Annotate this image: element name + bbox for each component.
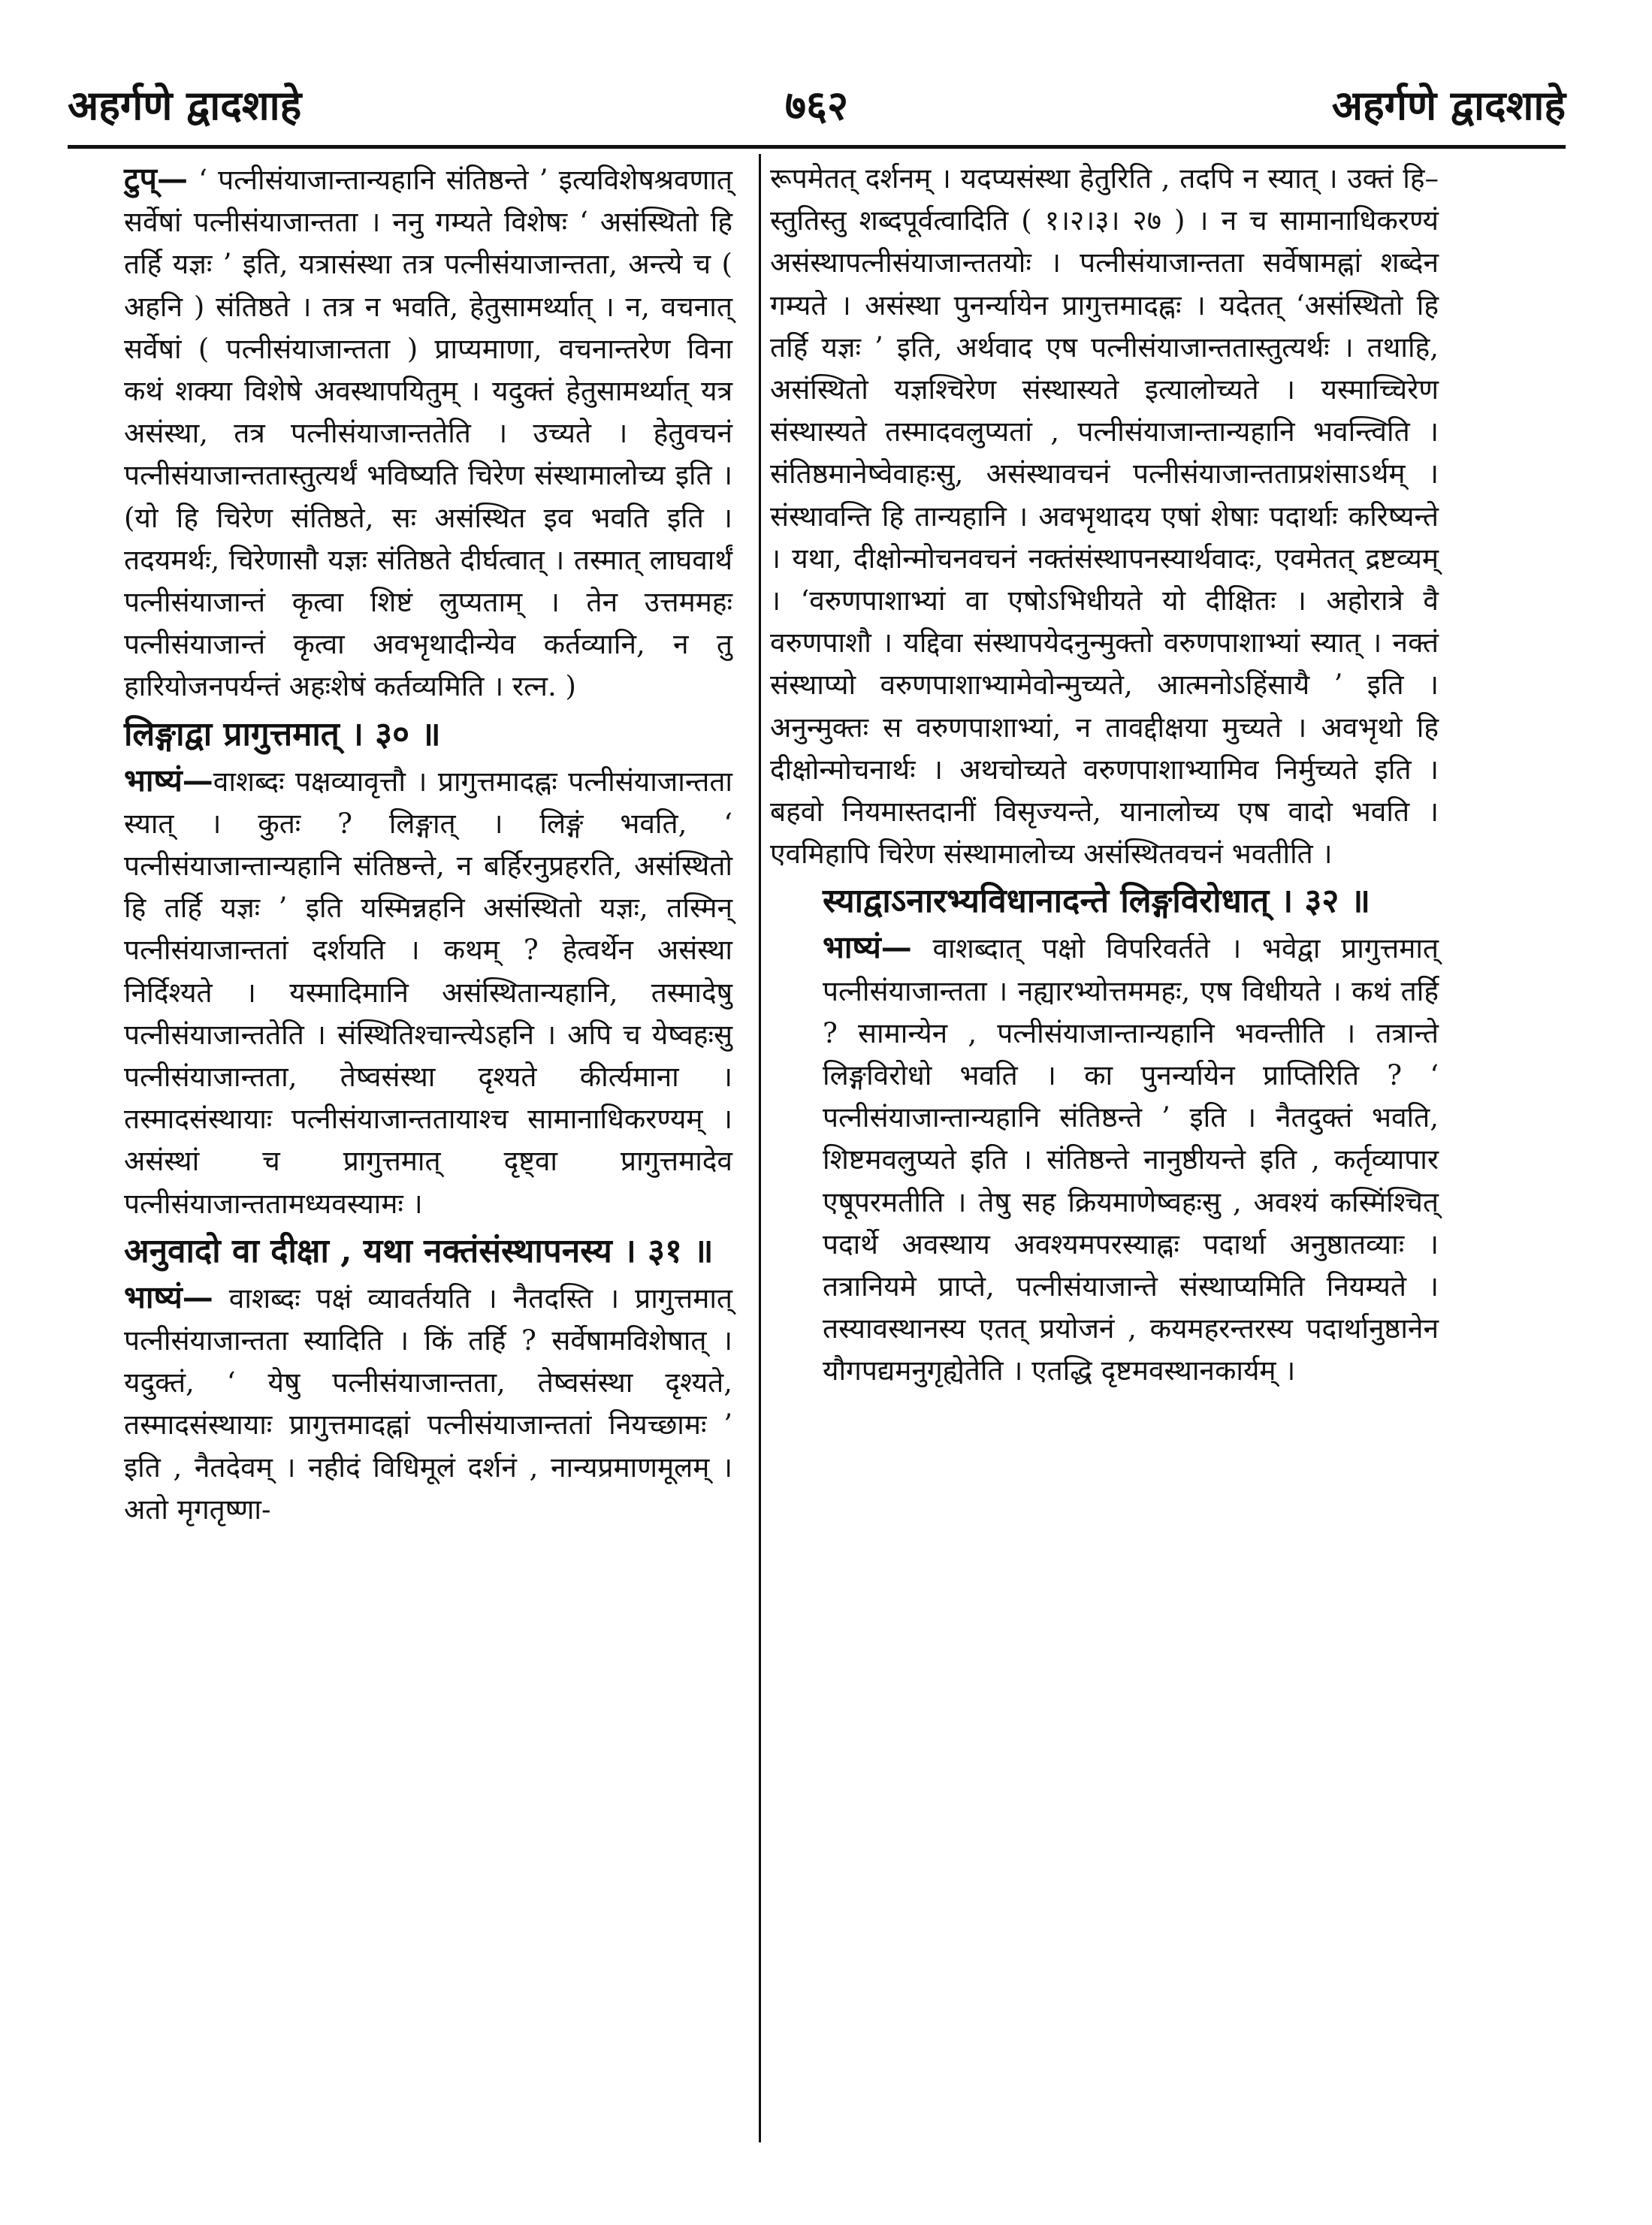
running-header xyxy=(68,75,1566,143)
sutra-32: स्याद्वाऽनारभ्यविधानादन्ते लिङ्गविरोधात् । ३२ ॥ xyxy=(823,882,1370,921)
sutra-30: लिङ्गाद्वा प्रागुत्तमात् । ३० ॥ xyxy=(124,714,441,753)
sutra-31: अनुवादो वा दीक्षा , यथा नक्तंसंस्थापनस्य । ३१ ॥ xyxy=(124,1231,714,1270)
header-left-title: अहर्गणे द्वादशाहे xyxy=(68,81,302,129)
bhashya-32 xyxy=(770,926,1439,1392)
bhashya-label: भाष्यं— xyxy=(823,929,912,966)
commentary-paragraph xyxy=(71,158,732,708)
bhashya-30 xyxy=(71,759,732,1225)
bhashya-31 xyxy=(71,1276,732,1531)
left-column xyxy=(71,158,732,1531)
header-rule xyxy=(68,145,1566,149)
commentary-label: टुप्— xyxy=(124,161,188,197)
bhashya-text: वाशब्दः पक्षव्यावृत्तौ । प्रागुत्तमादह्नः पत्नीसंयाजान्तता स्यात् । कुतः ? लिङ्गात् । लिङ्गं भवति, ‘ पत्नीसंयाजान्तान्यहानि संतिष्ठन्ते, न बर्हिरनुप्रहरति, असंस्थितो हि तर्हि यज्ञः ’ इति यस्मिन्नहनि असंस्थितो यज्ञः, तस्मिन् पत्नीसंयाजान्ततां दर्शयति । कथम् ? हेत्वर्थेन असंस्था निर्दिश्यते । यस्मादिमानि असंस्थितान्यहानि, तस्मादेषु पत्नीसंयाजान्ततेति । संस्थितिश्चान्त्येऽहनि । अपि च येष्वहःसु पत्नीसंयाजान्तता, तेष्वसंस्था दृश्यते कीर्त्यमाना । तस्मादसंस्थायाः पत्नीसंयाजान्ततायाश्च सामानाधिकरण्यम् । असंस्थां च प्रागुत्तमात् दृष्ट्वा प्रागुत्तमादेव पत्नीसंयाजान्ततामध्यवस्यामः । xyxy=(124,765,733,1220)
bhashya-text: वाशब्दः पक्षं व्यावर्तयति । नैतदस्ति । प्रागुत्तमात् पत्नीसंयाजान्तता स्यादिति । किं तर्हि ? सर्वेषामविशेषात् । यदुक्तं, ‘ येषु पत्नीसंयाजान्तता, तेष्वसंस्था दृश्यते, तस्मादसंस्थायाः प्रागुत्तमादह्नां पत्नीसंयाजान्ततां नियच्छामः ’ इति , नैतदेवम् । नहीदं विधिमूलं दर्शनं , नान्यप्रमाणमूलम् । अतो मृगतृष्णा- xyxy=(124,1282,732,1526)
column-divider xyxy=(759,154,761,2142)
continued-paragraph: रूपमेतत् दर्शनम् । यदप्यसंस्था हेतुरिति , तदपि न स्यात् । उक्तं हि–स्तुतिस्तु शब्दपूर्वत्वादिति ( १।२।३। २७ ) । न च सामानाधिकरण्यं असंस्थापत्नीसंयाजान्ततयोः । पत्नीसंयाजान्तता सर्वेषामह्नां शब्देन गम्यते । असंस्था पुनर्न्यायेन प्रागुत्तमादह्नः । यदेतत् ‘असंस्थितो हि तर्हि यज्ञः ’ इति, अर्थवाद एष पत्नीसंयाजान्ततास्तुत्यर्थः । तथाहि, असंस्थितो यज्ञश्चिरेण संस्थास्यते इत्यालोच्यते । यस्माच्चिरेण संस्थास्यते तस्मादवलुप्यतां , पत्नीसंयाजान्तान्यहानि भवन्त्विति । संतिष्ठमानेष्वेवाहःसु, असंस्थावचनं पत्नीसंयाजान्तताप्रशंसाऽर्थम् । संस्थावन्ति हि तान्यहानि । अवभृथादय एषां शेषाः पदार्थाः करिष्यन्ते । यथा, दीक्षोन्मोचनवचनं नक्तंसंस्थापनस्यार्थवादः, एवमेतत् द्रष्टव्यम् । ‘वरुणपाशाभ्यां वा एषोऽभिधीयते यो दीक्षितः । अहोरात्रे वै वरुणपाशौ । यद्दिवा संस्थापयेदनुन्मुक्तो वरुणपाशाभ्यां स्यात् । नक्तं संस्थाप्यो वरुणपाशाभ्यामेवोन्मुच्यते, आत्मनोऽहिंसायै ’ इति । अनुन्मुक्तः स वरुणपाशाभ्यां, न तावद्दीक्षया मुच्यते । अवभृथो हि दीक्षोन्मोचनार्थः । अथचोच्यते वरुणपाशाभ्यामिव निर्मुच्यते इति । बहवो नियमास्तदानीं विसृज्यन्ते, यानालोच्य एष वादो भवति । एवमिहापि चिरेण संस्थामालोच्य असंस्थितवचनं भवतीति । xyxy=(770,162,1439,871)
bhashya-text: वाशब्दात् पक्षो विपरिवर्तते । भवेद्वा प्रागुत्तमात् पत्नीसंयाजान्तता । नह्यारभ्योत्तममहः, एष विधीयते । कथं तर्हि ? सामान्येन , पत्नीसंयाजान्तान्यहानि भवन्तीति । तत्रान्ते लिङ्गविरोधो भवति । का पुनर्न्यायेन प्राप्तिरिति ? ‘ पत्नीसंयाजान्तान्यहानि संतिष्ठन्ते ’ इति । नैतदुक्तं भवति, शिष्टमवलुप्यते इति । संतिष्ठन्ते नानुष्ठीयन्ते इति , कर्तृव्यापार एषूपरमतीति । तेषु सह क्रियमाणेष्वहःसु , अवश्यं कस्मिंश्चित् पदार्थे अवस्थाय अवश्यमपरस्याह्नः पदार्था अनुष्ठातव्याः । तत्रानियमे प्राप्ते, पत्नीसंयाजान्ते संस्थाप्यमिति नियम्यते । तस्यावस्थानस्य एतत् प्रयोजनं , कयमहरन्तरस्य पदार्थानुष्ठानेन यौगपद्यमनुगृह्येतेति । एतद्धि दृष्टमवस्थानकार्यम् । xyxy=(823,932,1439,1387)
right-column xyxy=(770,158,1439,1393)
bhashya-label: भाष्यं— xyxy=(124,762,213,799)
header-right-title: अहर्गणे द्वादशाहे xyxy=(1331,81,1566,129)
page-number: ७६२ xyxy=(784,81,849,129)
bhashya-label: भाष्यं— xyxy=(124,1279,213,1315)
commentary-text: ‘ पत्नीसंयाजान्तान्यहानि संतिष्ठन्ते ’ इत्यविशेषश्रवणात् सर्वेषां पत्नीसंयाजान्तता । ननु गम्यते विशेषः ‘ असंस्थितो हि तर्हि यज्ञः ’ इति, यत्रासंस्था तत्र पत्नीसंयाजान्तता, अन्त्ये च ( अहनि ) संतिष्ठते । तत्र न भवति, हेतुसामर्थ्यात् । न, वचनात् सर्वेषां ( पत्नीसंयाजान्तता ) प्राप्यमाणा, वचनान्तरेण विना कथं शक्या विशेषे अवस्थापयितुम् । यदुक्तं हेतुसामर्थ्यात् यत्र असंस्था, तत्र पत्नीसंयाजान्ततेति । उच्यते । हेतुवचनं पत्नीसंयाजान्ततास्तुत्यर्थं भविष्यति चिरेण संस्थामालोच्य इति । (यो हि चिरेण संतिष्ठते, सः असंस्थित इव भवति इति । तदयमर्थः, चिरेणासौ यज्ञः संतिष्ठते दीर्घत्वात् । तस्मात् लाघवार्थं पत्नीसंयाजान्तं कृत्वा शिष्टं लुप्यताम् । तेन उत्तममहः पत्नीसंयाजान्तं कृत्वा अवभृथादीन्येव कर्तव्यानि, न तु हारियोजनपर्यन्तं अहःशेषं कर्तव्यमिति । रत्न. ) xyxy=(124,164,732,703)
